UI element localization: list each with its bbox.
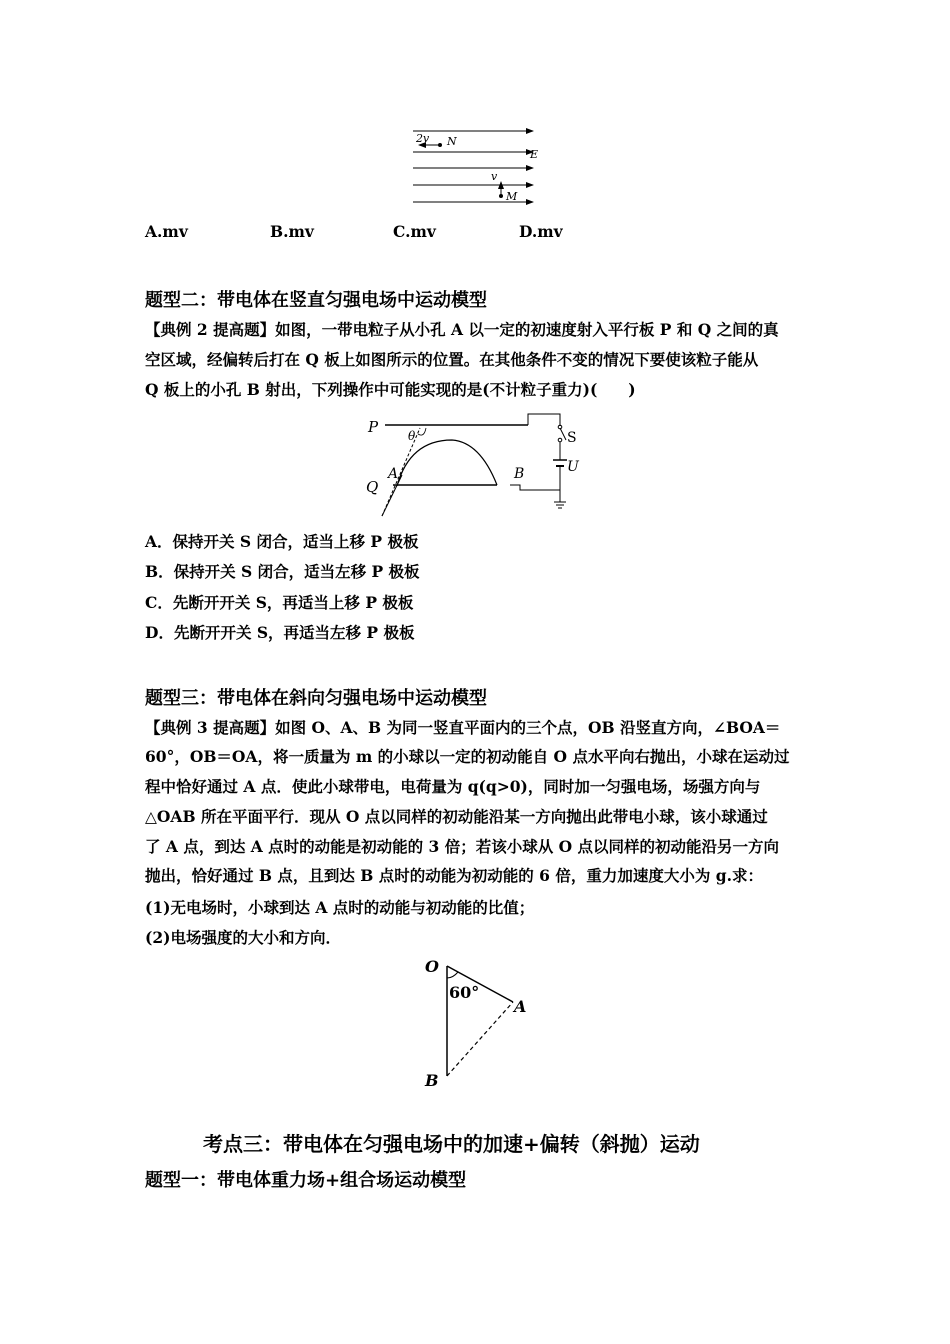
section3-title: 题型三：带电体在斜向匀强电场中运动模型 xyxy=(145,688,487,709)
triangle-oab-figure xyxy=(415,952,545,1092)
label-v: v xyxy=(491,170,498,183)
option-c: C.mv xyxy=(393,222,436,241)
section2-title: 题型二：带电体在竖直匀强电场中运动模型 xyxy=(145,290,487,311)
section2-option-a: A．保持开关 S 闭合，适当上移 P 极板 xyxy=(145,532,419,551)
section3-line-1: 【典例 3 提高题】如图 O、A、B 为同一竖直平面内的三个点，OB 沿竖直方向，∠BOA＝ xyxy=(145,718,781,737)
label-theta: θ xyxy=(408,429,416,443)
label-b: B xyxy=(514,466,525,482)
section2-line-1: 【典例 2 提高题】如图，一带电粒子从小孔 A 以一定的初速度射入平行板 P 和 Q 之间的真 xyxy=(145,320,779,339)
section4-subtitle: 题型一：带电体重力场+组合场运动模型 xyxy=(145,1170,467,1191)
section2-option-c: C．先断开开关 S，再适当上移 P 极板 xyxy=(145,593,414,612)
label-s: S xyxy=(567,430,577,446)
section3-line-8: (2)电场强度的大小和方向． xyxy=(145,928,341,947)
label-a: A xyxy=(514,997,527,1016)
section3-line-6: 抛出，恰好通过 B 点，且到达 B 点时的动能为初动能的 6 倍，重力加速度大小为 g.求： xyxy=(145,866,763,885)
label-e: E xyxy=(530,148,539,161)
option-b: B.mv xyxy=(270,222,314,241)
label-m: M xyxy=(506,190,518,203)
option-d: D.mv xyxy=(519,222,563,241)
label-u: U xyxy=(567,459,579,475)
section2-option-b: B．保持开关 S 闭合，适当左移 P 极板 xyxy=(145,562,420,581)
section3-line-2: 60°，OB＝OA，将一质量为 m 的小球以一定的初动能自 O 点水平向右抛出，小球在运动过 xyxy=(145,747,790,766)
label-a: A xyxy=(388,466,399,482)
label-p: P xyxy=(368,418,379,436)
label-angle: 60° xyxy=(449,983,480,1002)
section3-line-3: 程中恰好通过 A 点．使此小球带电，电荷量为 q(q>0)，同时加一匀强电场，场强方向与 xyxy=(145,777,761,796)
label-b: B xyxy=(425,1071,439,1090)
field-lines-figure xyxy=(405,122,555,212)
parallel-plates-figure xyxy=(360,410,590,522)
section2-line-2: 空区域，经偏转后打在 Q 板上如图所示的位置。在其他条件不变的情况下要使该粒子能从 xyxy=(145,350,759,369)
section4-title: 考点三：带电体在匀强电场中的加速+偏转（斜抛）运动 xyxy=(203,1132,700,1156)
label-n: N xyxy=(447,135,457,148)
label-o: O xyxy=(425,957,439,976)
section3-line-7: (1)无电场时，小球到达 A 点时的动能与初动能的比值； xyxy=(145,898,535,917)
section3-line-5: 了 A 点，到达 A 点时的动能是初动能的 3 倍；若该小球从 O 点以同样的初动能沿另一方向 xyxy=(145,837,780,856)
label-2v: 2v xyxy=(416,132,430,145)
option-a: A.mv xyxy=(145,222,188,241)
label-q: Q xyxy=(366,478,379,496)
section2-line-3: Q 板上的小孔 B 射出，下列操作中可能实现的是(不计粒子重力)( ) xyxy=(145,380,636,399)
section3-line-4: △OAB 所在平面平行．现从 O 点以同样的初动能沿某一方向抛出此带电小球，该小球通过 xyxy=(145,807,768,826)
section2-option-d: D．先断开开关 S，再适当左移 P 极板 xyxy=(145,623,415,642)
